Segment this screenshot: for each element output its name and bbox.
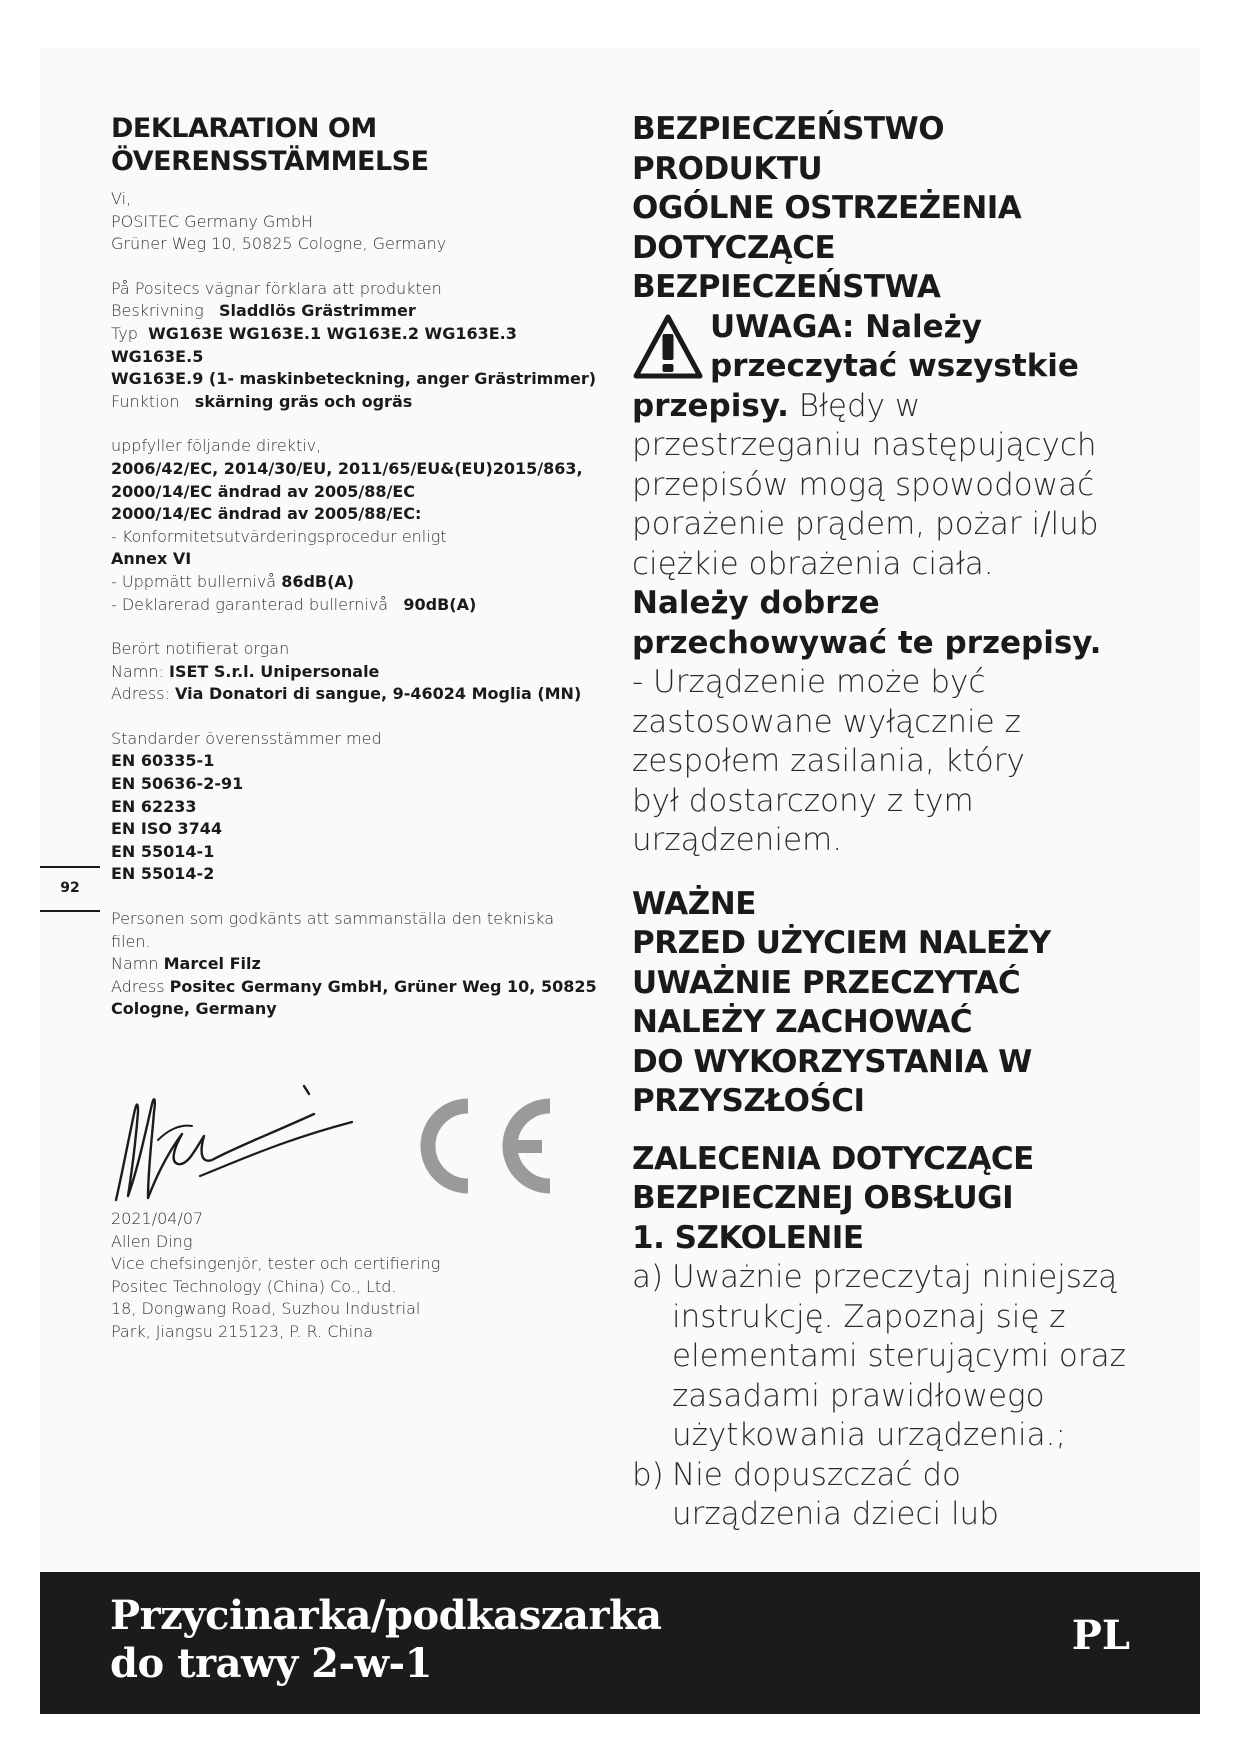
important-line: UWAŻNIE PRZECZYTAĆ <box>632 964 1021 1001</box>
declared-row <box>111 594 611 617</box>
notified-address-label: Adress: <box>111 684 170 704</box>
directives-line3: 2000/14/EC ändrad av 2005/88/EC: <box>111 504 422 524</box>
type-label: Typ <box>111 323 138 343</box>
warning-body-line: przestrzeganiu następujących <box>632 427 1097 463</box>
standards-title: Standarder överensstämmer med <box>111 728 382 748</box>
person-address-value-line2: Cologne, Germany <box>111 999 277 1019</box>
warning-body-line: przepisów mogą spowodować <box>632 466 1095 503</box>
directives-line2: 2000/14/EC ändrad av 2005/88/EC <box>111 481 416 501</box>
signature-image <box>108 1078 368 1208</box>
declaration-heading-line1: DEKLARATION OM <box>111 113 377 144</box>
standard-item: EN 62233 <box>111 796 197 816</box>
usage-line: urządzeniem. <box>632 822 843 858</box>
important-line: PRZED UŻYCIEM NALEŻY <box>632 925 1051 961</box>
recommend-line: ZALECENIA DOTYCZĄCE <box>632 1140 1034 1177</box>
type-value-line2: WG163E.9 (1- maskinbeteckning, anger Grästrimmer) <box>111 369 597 389</box>
standard-item: EN ISO 3744 <box>111 819 223 839</box>
warning-body <box>632 387 1152 861</box>
list-item-a-line: instrukcję. Zapoznaj się z <box>672 1298 1066 1335</box>
notified-address-row <box>111 683 611 706</box>
vi-text: Vi, <box>111 189 132 208</box>
company-name: POSITEC Germany GmbH <box>111 211 314 231</box>
company-address: Grüner Weg 10, 50825 Cologne, Germany <box>111 234 447 254</box>
list-item-b <box>632 1456 1152 1535</box>
measured-label: - Uppmätt bullernivå <box>111 571 277 591</box>
important-line: WAŻNE <box>632 885 756 922</box>
person-address-label: Adress <box>111 976 165 996</box>
signatory-block <box>111 1208 531 1344</box>
declared-value: 90dB(A) <box>403 594 477 614</box>
directives-intro: uppfyller följande direktiv, <box>111 436 322 456</box>
recommend-line: BEZPIECZNEJ OBSŁUGI <box>632 1180 1014 1216</box>
list-item-a-line: elementami sterującymi oraz <box>672 1338 1126 1374</box>
declared-label: - Deklarerad garanterad bullernivå <box>111 594 389 614</box>
ce-mark-icon <box>398 1092 560 1200</box>
sign-title: Vice chefsingenjör, tester och certifiering <box>111 1254 441 1274</box>
person-name-label: Namn <box>111 954 159 974</box>
notified-name-label: Namn: <box>111 661 164 681</box>
list-item-a-mark: a) <box>632 1259 664 1295</box>
safety-heading-line: BEZPIECZEŃSTWO <box>632 111 945 147</box>
page-number: 92 <box>60 880 80 896</box>
standard-item: EN 60335-1 <box>111 751 215 771</box>
safety-heading-line: BEZPIECZEŃSTWA <box>632 269 941 305</box>
usage-line: zespołem zasilania, który <box>632 743 1025 779</box>
usage-line: - Urządzenie może być <box>632 664 986 700</box>
safety-heading-line: DOTYCZĄCE <box>632 229 836 266</box>
standard-item: EN 50636-2-91 <box>111 774 244 794</box>
product-title <box>110 1592 810 1688</box>
person-address-value-line1: Positec Germany GmbH, Grüner Weg 10, 50825 <box>169 976 597 996</box>
list-item-a <box>632 1258 1152 1456</box>
page-number-rule-top <box>40 866 100 868</box>
warning-title-line1: UWAGA: Należy <box>710 308 982 345</box>
directives-line1: 2006/42/EC, 2014/30/EU, 2011/65/EU&(EU)2015/863, <box>111 458 583 478</box>
keep-line1: Należy dobrze <box>632 585 880 621</box>
person-address-row <box>111 976 611 999</box>
declare-text: På Positecs vägnar förklara att produkten <box>111 278 442 298</box>
declaration-heading <box>111 112 611 178</box>
list-item-b-mark: b) <box>632 1456 664 1493</box>
important-line: DO WYKORZYSTANIA W <box>632 1043 1032 1080</box>
usage-line: zastosowane wyłącznie z <box>632 703 1021 740</box>
recommend-heading <box>632 1140 1152 1259</box>
sign-date: 2021/04/07 <box>111 1209 204 1228</box>
annex-text: Annex VI <box>111 549 192 569</box>
safety-heading-line: PRODUKTU <box>632 150 823 187</box>
usage-line: był dostarczony z tym <box>632 782 974 819</box>
list-item-b-line: Nie dopuszczać do <box>672 1456 961 1493</box>
measured-value: 86dB(A) <box>281 571 355 591</box>
page-number-rule-bottom <box>40 910 100 912</box>
sign-address-line1: 18, Dongwang Road, Suzhou Industrial <box>111 1299 421 1319</box>
measured-row <box>111 571 611 594</box>
description-label: Beskrivning <box>111 301 204 321</box>
description-value: Sladdlös Grästrimmer <box>219 301 416 321</box>
sign-company: Positec Technology (China) Co., Ltd. <box>111 1276 397 1296</box>
sign-address-line2: Park, Jiangsu 215123, P. R. China <box>111 1321 374 1341</box>
product-title-line1: Przycinarka/podkaszarka <box>110 1592 662 1639</box>
warning-triangle-icon <box>632 312 704 382</box>
type-row-2 <box>111 368 611 391</box>
procedure-text: - Konformitetsutvärderingsprocedur enligt <box>111 526 447 546</box>
person-line1: Personen som godkänts att sammanställa den tekniska <box>111 909 555 929</box>
language-code: PL <box>1071 1612 1130 1659</box>
important-line: PRZYSZŁOŚCI <box>632 1083 865 1119</box>
warning-title-line2: przeczytać wszystkie <box>710 348 1079 384</box>
warning-title-line3: przepisy. <box>632 387 789 424</box>
description-row <box>111 300 611 323</box>
sign-name: Allen Ding <box>111 1231 193 1251</box>
notified-name-value: ISET S.r.l. Unipersonale <box>168 661 380 681</box>
notified-title: Berört notifierat organ <box>111 639 290 659</box>
keep-line2: przechowywać te przepisy. <box>632 624 1102 661</box>
notified-address-value: Via Donatori di sangue, 9-46024 Moglia (MN) <box>175 684 582 704</box>
list-item-a-line: użytkowania urządzenia.; <box>672 1417 1066 1453</box>
declaration-heading-line2: ÖVERENSSTÄMMELSE <box>111 146 429 177</box>
function-value: skärning gräs och ogräs <box>194 391 413 411</box>
list-item-a-line: zasadami prawidłowego <box>672 1377 1045 1414</box>
person-line2: filen. <box>111 931 151 951</box>
warning-body-line: porażenie prądem, pożar i/lub <box>632 506 1099 542</box>
standard-item: EN 55014-1 <box>111 841 215 861</box>
type-row <box>111 323 611 368</box>
warning-body-line: ciężkie obrażenia ciała. <box>632 545 994 582</box>
safety-section <box>632 110 1152 1535</box>
standard-item: EN 55014-2 <box>111 864 215 884</box>
product-title-line2: do trawy 2-w-1 <box>110 1640 432 1687</box>
list-item-a-line: Uważnie przeczytaj niniejszą <box>672 1259 1118 1295</box>
type-value-line1: WG163E WG163E.1 WG163E.2 WG163E.3 WG163E.5 <box>111 323 517 366</box>
important-line: NALEŻY ZACHOWAĆ <box>632 1004 973 1040</box>
function-row <box>111 391 611 414</box>
safety-heading-line: OGÓLNE OSTRZEŻENIA <box>632 190 1022 226</box>
warning-row <box>632 308 1152 387</box>
recommend-line: 1. SZKOLENIE <box>632 1219 864 1256</box>
person-name-value: Marcel Filz <box>163 954 261 974</box>
notified-name-row <box>111 661 611 684</box>
important-heading <box>632 885 1152 1122</box>
safety-heading <box>632 110 1152 308</box>
list-item-b-line: urządzenia dzieci lub <box>672 1496 999 1532</box>
function-label: Funktion <box>111 391 180 411</box>
footer-banner <box>40 1572 1200 1714</box>
person-name-row <box>111 953 611 976</box>
declaration-section <box>111 112 611 1021</box>
warning-body-first: Błędy w <box>788 387 921 424</box>
